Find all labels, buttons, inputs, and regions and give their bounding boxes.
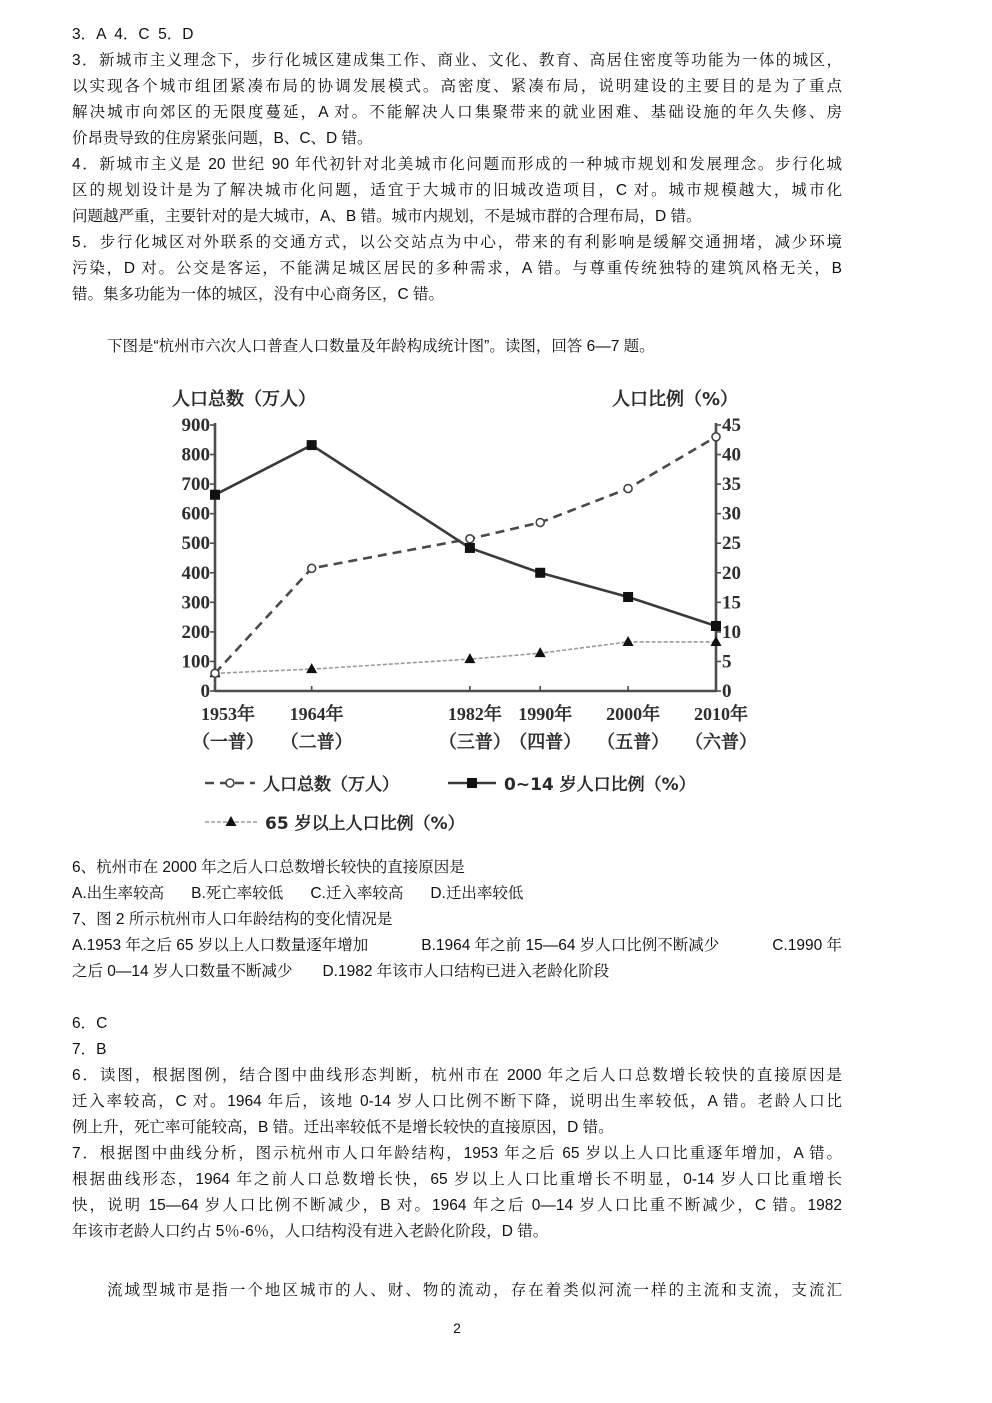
page-number: 2 — [453, 1320, 461, 1336]
left-axis-tick-label: 500 — [181, 533, 210, 555]
data-point-total-population — [536, 519, 544, 527]
left-axis-tick-label: 900 — [181, 415, 210, 436]
option-c-part-1: C.1990 年 — [772, 937, 842, 954]
explanation-line: 区的规划设计是为了解决城市化问题，适宜于大城市的旧城改造项目，C 对。城市规模越大，城市化 — [72, 182, 842, 199]
left-axis-tick-label: 0 — [200, 681, 210, 702]
right-axis-tick-label: 35 — [722, 474, 741, 496]
data-point-total-population — [624, 485, 632, 493]
question-options — [72, 881, 842, 907]
explanation-q7 — [72, 1141, 842, 1245]
explanation-line: 解决城市向郊区的无限度蔓延，A 对。不能解决人口集聚带来的就业困难、基础设施的年久失修、房 — [72, 104, 842, 121]
population-chart — [0, 360, 992, 855]
right-axis-tick-label: 15 — [722, 592, 741, 614]
explanation-line: 4．新城市主义是 20 世纪 90 年代初针对北美城市化问题而形成的一种城市规划和发展理念。步行化城 — [72, 156, 842, 173]
x-axis-tick-label: 1953年 — [201, 704, 255, 724]
option-b: B.1964 年之前 15—64 岁人口比例不断减少 — [421, 937, 720, 954]
data-point-total-population — [712, 433, 720, 441]
explanation-q4 — [72, 152, 842, 230]
question-options-line — [72, 933, 842, 959]
legend-marker — [226, 779, 234, 787]
left-axis-title: 人口总数（万人） — [172, 389, 316, 410]
data-point-age-0-14-share — [623, 592, 633, 602]
answer-key-3-5: 3．A 4．C 5．D — [72, 26, 194, 43]
option-c: C.迁入率较高 — [310, 885, 404, 902]
explanation-line: 年该市老龄人口约占 5％-6％，人口结构没有进入老龄化阶段，D 错。 — [72, 1223, 549, 1240]
option-c-part-2: 之后 0—14 岁人口数量不断减少 — [72, 963, 293, 980]
x-axis-tick-sublabel: （六普） — [685, 732, 757, 752]
data-point-age-65-plus-share — [535, 647, 546, 657]
question-stem: 6、杭州市在 2000 年之后人口总数增长较快的直接原因是 — [72, 859, 465, 876]
left-axis-tick-label: 600 — [181, 503, 210, 525]
explanation-q5 — [72, 230, 842, 308]
legend-item-age-65-plus-share — [205, 813, 465, 834]
right-axis-tick-label: 10 — [722, 621, 741, 643]
right-axis-tick-label: 5 — [722, 651, 732, 673]
data-point-age-0-14-share — [210, 490, 220, 500]
x-axis-tick-label: 1964年 — [289, 704, 344, 724]
x-axis-tick-label: 1982年 — [447, 704, 502, 724]
left-axis-tick-label: 400 — [181, 562, 210, 584]
explanation-line: 根据曲线形态，1964 年之前人口总数增长快，65 岁以上人口比重增长不明显，0-14 岁人口比重增长 — [72, 1171, 842, 1188]
x-axis-tick-sublabel: （五普） — [597, 732, 670, 752]
x-axis-tick-label: 1990年 — [518, 704, 573, 724]
legend-label: 65 岁以上人口比例（%） — [265, 814, 465, 834]
left-axis-tick-label: 100 — [181, 651, 210, 673]
question-options-line — [72, 959, 842, 985]
right-axis-tick-label: 20 — [722, 562, 741, 584]
right-axis-tick-label: 0 — [722, 681, 732, 702]
explanation-line: 7．根据图中曲线分析，图示杭州市人口年龄结构，1953 年之后 65 岁以上人口比重逐年增加，A 错。 — [72, 1145, 842, 1162]
explanation-line: 价昂贵导致的住房紧张问题，B、C、D 错。 — [72, 130, 373, 147]
data-point-age-0-14-share — [535, 568, 545, 578]
x-axis-tick-sublabel: （四普） — [509, 732, 582, 752]
explanation-q6 — [72, 1063, 842, 1141]
left-axis-tick-label: 700 — [181, 474, 210, 496]
option-d: D.迁出率较低 — [430, 885, 524, 902]
x-axis-tick-sublabel: （三普） — [438, 732, 511, 752]
next-passage-text: 流域型城市是指一个地区城市的人、财、物的流动，存在着类似河流一样的主流和支流，支流汇 — [107, 1282, 842, 1299]
right-axis-tick-label: 25 — [722, 533, 741, 555]
chart-intro-text: 下图是“杭州市六次人口普查人口数量及年龄构成统计图”。读图，回答 6—7 题。 — [107, 338, 655, 355]
x-axis-tick-sublabel: （一普） — [192, 732, 264, 752]
explanation-q3 — [72, 48, 842, 152]
x-axis-tick-label: 2010年 — [694, 704, 748, 724]
data-point-age-0-14-share — [711, 621, 721, 631]
data-point-age-65-plus-share — [711, 636, 722, 646]
series-line-age-0-14-share — [215, 445, 716, 626]
option-a: A.1953 年之后 65 岁以上人口数量逐年增加 — [72, 937, 369, 954]
data-point-total-population — [211, 669, 219, 677]
right-axis-title: 人口比例（%） — [612, 389, 739, 410]
data-point-age-65-plus-share — [306, 663, 317, 673]
question-6 — [72, 855, 842, 907]
legend-marker — [467, 778, 477, 788]
x-axis-tick-label: 2000年 — [606, 704, 661, 724]
spacer — [72, 985, 842, 1011]
document-page — [72, 22, 842, 1304]
option-b: B.死亡率较低 — [191, 885, 284, 902]
data-point-age-0-14-share — [465, 543, 475, 553]
legend-item-age-0-14-share — [448, 774, 696, 795]
explanation-line: 5．步行化城区对外联系的交通方式，以公交站点为中心，带来的有利影响是缓解交通拥堵，减少环境 — [72, 234, 842, 251]
explanation-line: 3．新城市主义理念下，步行化城区建成集工作、商业、文化、教育、高居住密度等功能为一体的城区， — [72, 52, 842, 69]
legend-item-total-population — [205, 774, 399, 795]
option-d: D.1982 年该市人口结构已进入老龄化阶段 — [322, 963, 610, 980]
data-point-age-0-14-share — [307, 440, 317, 450]
right-axis-tick-label: 40 — [722, 444, 741, 466]
explanation-line: 问题越严重，主要针对的是大城市，A、B 错。城市内规划，不是城市群的合理布局，D 错。 — [72, 208, 702, 225]
explanation-line: 例上升，死亡率可能较高，B 错。迁出率较低不是增长较快的直接原因，D 错。 — [72, 1119, 614, 1136]
question-7 — [72, 907, 842, 985]
option-a: A.出生率较高 — [72, 885, 165, 902]
data-point-total-population — [466, 535, 474, 543]
spacer — [72, 308, 842, 334]
left-axis-tick-label: 300 — [181, 592, 210, 614]
explanation-line: 以实现各个城市组团紧凑布局的协调发展模式。高密度、紧凑布局，说明建设的主要目的是为了重点 — [72, 78, 842, 95]
spacer — [72, 1245, 842, 1278]
x-axis-tick-sublabel: （二普） — [280, 732, 353, 752]
explanation-line: 污染，D 对。公交是客运，不能满足城区居民的多种需求，A 错。与尊重传统独特的建筑风格无关，B — [72, 260, 842, 277]
explanation-line: 6．读图，根据图例，结合图中曲线形态判断，杭州市在 2000 年之后人口总数增长较快的直接原因是 — [72, 1067, 842, 1084]
legend-marker — [226, 816, 237, 826]
left-axis-tick-label: 800 — [181, 444, 210, 466]
left-axis-tick-label: 200 — [181, 621, 210, 643]
explanation-line: 快，说明 15—64 岁人口比例不断减少，B 对。1964 年之后 0—14 岁人口比重不断减少，C 错。1982 — [72, 1197, 842, 1214]
data-point-total-population — [308, 564, 316, 572]
legend-label: 人口总数（万人） — [263, 775, 399, 795]
data-point-age-65-plus-share — [623, 636, 634, 646]
right-axis-tick-label: 30 — [722, 503, 741, 525]
answer-key-6: 6．C — [72, 1015, 108, 1032]
question-stem: 7、图 2 所示杭州市人口年龄结构的变化情况是 — [72, 911, 393, 928]
legend-label: 0~14 岁人口比例（%） — [504, 775, 696, 795]
explanation-line: 错。集多功能为一体的城区，没有中心商务区，C 错。 — [72, 286, 445, 303]
chart-svg — [0, 360, 992, 855]
series-line-age-65-plus-share — [215, 642, 716, 673]
right-axis-tick-label: 45 — [722, 415, 741, 436]
answer-key-7: 7．B — [72, 1041, 107, 1058]
series-line-total-population — [215, 437, 716, 674]
explanation-line: 迁入率较高，C 对。1964 年后，该地 0-14 岁人口比例不断下降，说明出生率较低，A 错。老龄人口比 — [72, 1093, 842, 1110]
